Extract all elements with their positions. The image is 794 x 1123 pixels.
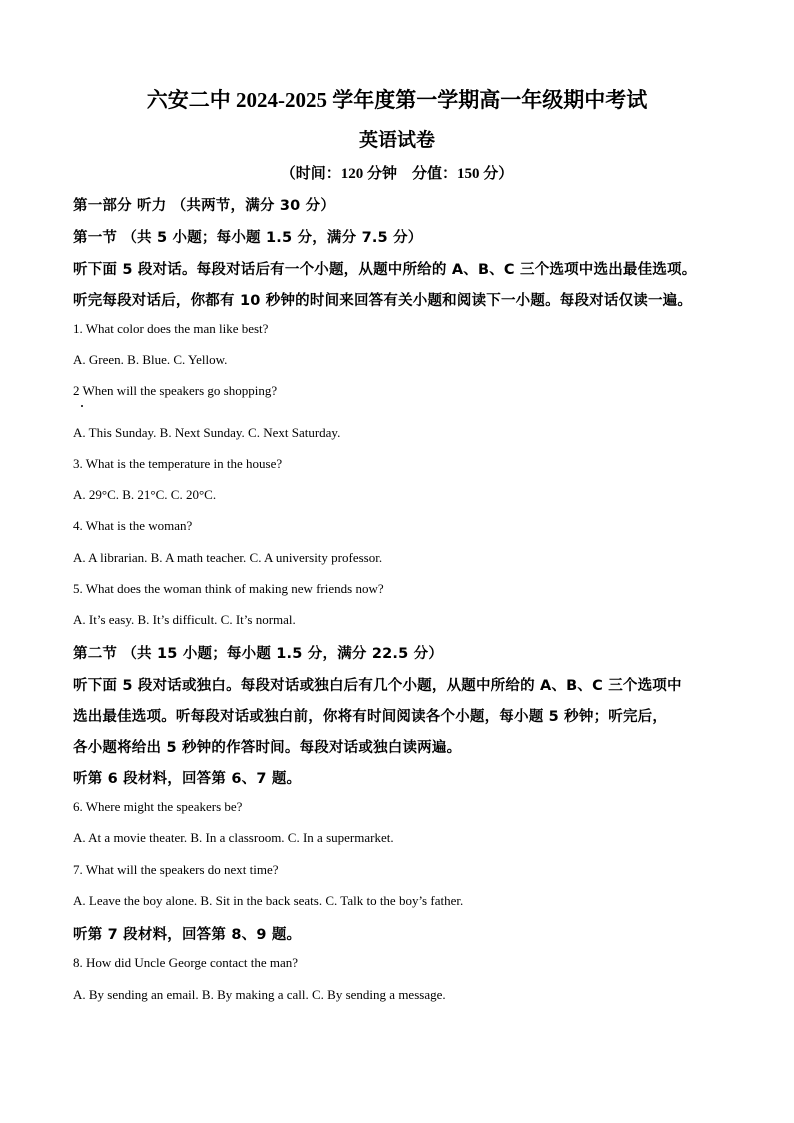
question-7-options: A. Leave the boy alone. B. Sit in the back seats. C. Talk to the boy’s father. <box>73 893 464 908</box>
question-5-options: A. It’s easy. B. It’s difficult. C. It’s normal. <box>73 612 296 627</box>
material-6-heading: 听第 6 段材料，回答第 6、7 题。 <box>73 771 302 787</box>
section2-instructions-line-1: 听下面 5 段对话或独白。每段对话或独白后有几个小题，从题中所给的 A、B、C 三个选项中 <box>73 678 682 694</box>
question-1-options: A. Green. B. Blue. C. Yellow. <box>73 352 228 367</box>
question-3: 3. What is the temperature in the house? <box>73 456 283 471</box>
question-8: 8. How did Uncle George contact the man? <box>73 955 299 970</box>
section1-instructions-line-1: 听下面 5 段对话。每段对话后有一个小题，从题中所给的 A、B、C 三个选项中选出最佳选项。 <box>73 262 697 278</box>
exam-title: 六安二中 2024-2025 学年度第一学期高一年级期中考试 <box>146 88 648 112</box>
question-1: 1. What color does the man like best? <box>73 321 269 336</box>
exam-meta: （时间：120 分钟 分值：150 分） <box>280 166 514 182</box>
part1-heading: 第一部分 听力 （共两节，满分 30 分） <box>73 198 336 214</box>
question-6: 6. Where might the speakers be? <box>73 799 243 814</box>
section2-heading: 第二节 （共 15 小题；每小题 1.5 分，满分 22.5 分） <box>73 646 444 662</box>
question-2-options: A. This Sunday. B. Next Sunday. C. Next Saturday. <box>73 425 341 440</box>
material-7-heading: 听第 7 段材料，回答第 8、9 题。 <box>73 927 302 943</box>
question-4-options: A. A librarian. B. A math teacher. C. A university professor. <box>73 550 383 565</box>
section1-heading: 第一节 （共 5 小题；每小题 1.5 分，满分 7.5 分） <box>73 230 423 246</box>
question-4: 4. What is the woman? <box>73 518 193 533</box>
question-7: 7. What will the speakers do next time? <box>73 862 279 877</box>
question-2: 2 When will the speakers go shopping? <box>73 383 278 398</box>
section2-instructions-line-3: 各小题将给出 5 秒钟的作答时间。每段对话或独白读两遍。 <box>73 740 462 756</box>
exam-subtitle: 英语试卷 <box>358 130 435 151</box>
question-8-options: A. By sending an email. B. By making a call. C. By sending a message. <box>73 987 446 1002</box>
question-6-options: A. At a movie theater. B. In a classroom. C. In a supermarket. <box>73 830 394 845</box>
question-3-options: A. 29°C. B. 21°C. C. 20°C. <box>73 487 217 502</box>
question-5: 5. What does the woman think of making new friends now? <box>73 581 384 596</box>
section2-instructions-line-2: 选出最佳选项。听每段对话或独白前，你将有时间阅读各个小题，每小题 5 秒钟；听完后， <box>73 709 668 725</box>
section1-instructions-line-2: 听完每段对话后，你都有 10 秒钟的时间来回答有关小题和阅读下一小题。每段对话仅读一遍。 <box>73 293 693 309</box>
stray-dot-mark <box>81 405 83 407</box>
